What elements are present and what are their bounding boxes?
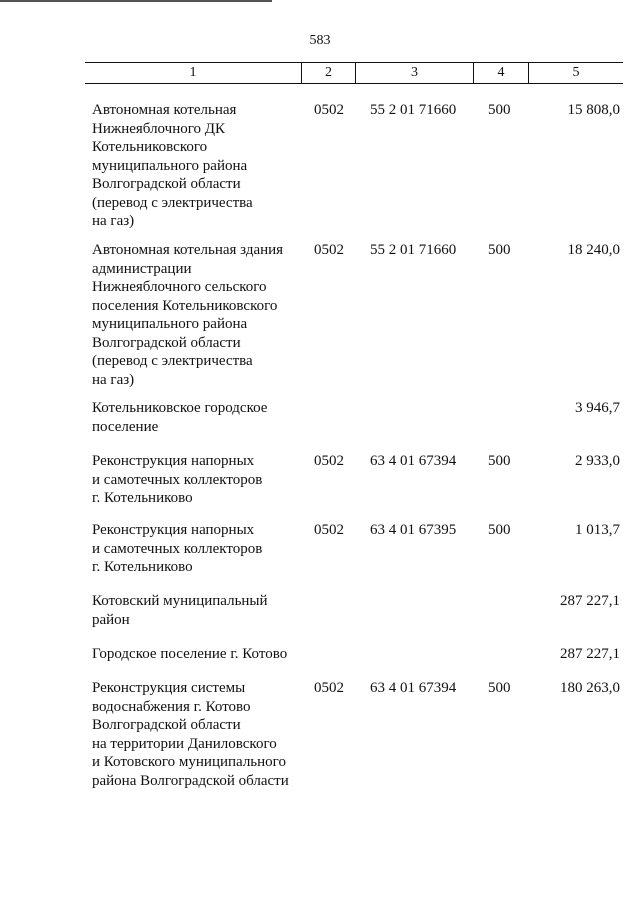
row-code: 63 4 01 67394 [370, 680, 457, 696]
header-col-2: 2 [325, 65, 332, 80]
row-name: Котельниковское городское поселение [92, 400, 268, 435]
row-name: Автономная котельная Нижнеяблочного ДК Котельниковского муниципального района Волгоградской области (перевод с электричества на газ) [92, 102, 253, 229]
row-amount: 15 808,0 [567, 102, 620, 118]
row-name: Реконструкция системы водоснабжения г. Котово Волгоградской области на территории Даниловского и Котовского муниципального района Волгоградской области [92, 680, 289, 789]
row-type: 500 [488, 680, 511, 696]
row-amount: 2 933,0 [575, 453, 620, 469]
row-type: 500 [488, 242, 511, 258]
row-name: Котовский муниципальный район [92, 593, 268, 628]
row-amount: 1 013,7 [575, 522, 620, 538]
header-top-rule [85, 62, 623, 63]
page-number: 583 [309, 33, 331, 48]
row-name: Реконструкция напорных и самотечных коллекторов г. Котельниково [92, 522, 263, 575]
row-code: 63 4 01 67394 [370, 453, 457, 469]
row-code: 55 2 01 71660 [370, 102, 457, 118]
row-code: 63 4 01 67395 [370, 522, 457, 538]
row-section: 0502 [314, 680, 344, 696]
row-type: 500 [488, 522, 511, 538]
table-header [85, 62, 623, 84]
row-section: 0502 [314, 102, 344, 118]
row-section: 0502 [314, 522, 344, 538]
row-section: 0502 [314, 453, 344, 469]
row-name: Городское поселение г. Котово [92, 646, 288, 662]
row-code: 55 2 01 71660 [370, 242, 457, 258]
row-type: 500 [488, 453, 511, 469]
row-type: 500 [488, 102, 511, 118]
header-col-5: 5 [572, 65, 580, 80]
row-section: 0502 [314, 242, 344, 258]
row-name: Реконструкция напорных и самотечных коллекторов г. Котельниково [92, 453, 263, 506]
row-amount: 18 240,0 [567, 242, 620, 258]
row-amount: 3 946,7 [575, 400, 620, 416]
scan-edge-line [0, 0, 272, 2]
row-name: Автономная котельная здания администрации Нижнеяблочного сельского поселения Котельниковского муниципального района Волгоградской области (перевод с электричества на газ) [92, 242, 284, 388]
header-bottom-rule [85, 83, 623, 84]
header-col-4: 4 [497, 65, 505, 80]
row-amount: 287 227,1 [560, 646, 620, 662]
header-col-3: 3 [411, 65, 418, 80]
header-col-1: 1 [189, 65, 197, 80]
row-amount: 287 227,1 [560, 593, 620, 609]
row-amount: 180 263,0 [560, 680, 620, 696]
